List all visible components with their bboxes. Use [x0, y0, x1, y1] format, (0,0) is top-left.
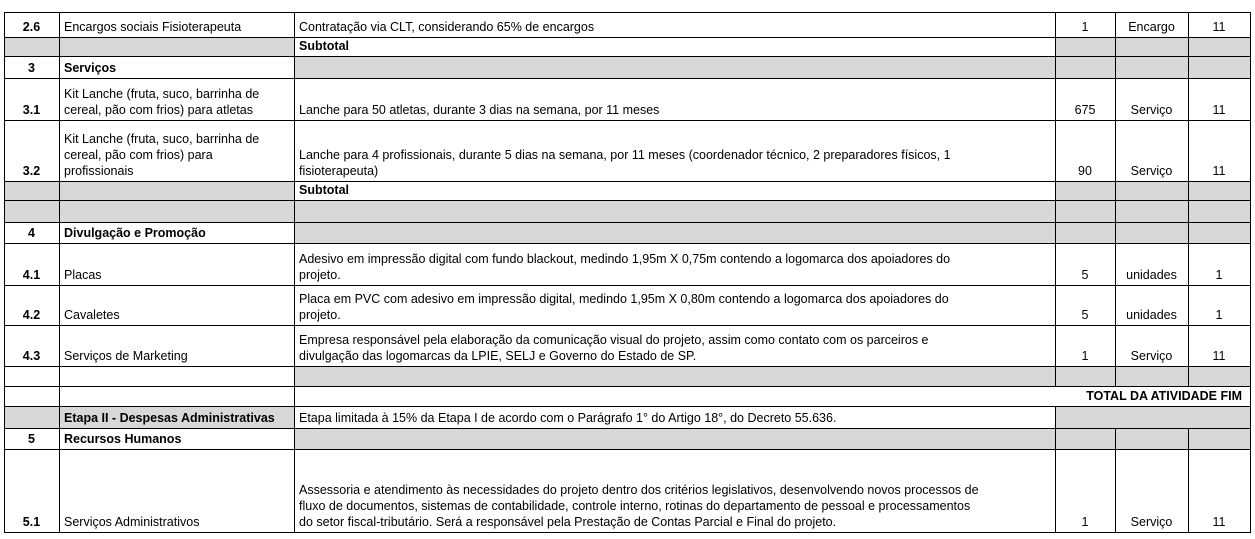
shaded-cell — [294, 428, 1055, 449]
row-3-id: 3 — [28, 61, 35, 75]
grid-line — [294, 37, 295, 57]
grid-line — [4, 12, 1251, 13]
shaded-cell — [1188, 428, 1250, 449]
shaded-cell — [1055, 428, 1115, 449]
row-3.2-qty: 90 — [1078, 164, 1092, 178]
grid-line — [59, 120, 60, 182]
grid-line — [4, 222, 1251, 223]
row-3.1-unit: Serviço — [1130, 103, 1173, 117]
row-4.2-item: Cavaletes — [64, 308, 120, 322]
grid-line — [1250, 428, 1251, 450]
shaded-cell — [1115, 428, 1188, 449]
grid-line — [1055, 406, 1056, 429]
row-3.2-item-line-3: profissionais — [64, 164, 134, 178]
grid-line — [59, 243, 60, 286]
grid-line — [59, 285, 60, 326]
shaded-cell — [1115, 222, 1188, 243]
grid-line — [1188, 37, 1189, 57]
shaded-cell — [1115, 181, 1188, 200]
grid-line — [4, 325, 1251, 326]
grid-line — [1115, 56, 1116, 79]
grid-line — [4, 386, 1251, 387]
shaded-cell — [1188, 200, 1250, 222]
row-2.6-desc: Contratação via CLT, considerando 65% de encargos — [299, 20, 595, 34]
grid-line — [4, 406, 1251, 407]
shaded-cell — [1055, 37, 1115, 56]
row-4.1-id: 4.1 — [22, 268, 41, 282]
row-3.2-item-line-1: Kit Lanche (fruta, suco, barrinha de — [64, 132, 260, 146]
shaded-cell — [1188, 37, 1250, 56]
shaded-cell — [1188, 222, 1250, 243]
grid-line — [1250, 12, 1251, 38]
row-3.2-months: 11 — [1212, 164, 1226, 178]
grid-line — [1250, 366, 1251, 387]
shaded-cell — [1055, 406, 1115, 428]
row-4-item: Divulgação e Promoção — [64, 226, 206, 240]
shaded-cell — [1055, 200, 1115, 222]
shaded-cell — [1055, 181, 1115, 200]
row-4.2-desc-line-2: projeto. — [299, 308, 341, 322]
row-4.2-id: 4.2 — [22, 308, 41, 322]
grid-line — [294, 366, 295, 387]
row-4.3-qty: 1 — [1081, 349, 1089, 363]
grid-line — [4, 366, 5, 387]
grid-line — [59, 428, 60, 450]
grid-line — [294, 181, 295, 201]
grid-line — [59, 366, 60, 387]
grid-line — [1250, 120, 1251, 182]
shaded-cell — [1055, 366, 1115, 386]
grid-line — [294, 428, 295, 450]
grid-line — [59, 56, 60, 79]
row-3.1-id: 3.1 — [22, 103, 41, 117]
grid-line — [1055, 56, 1056, 79]
grid-line — [294, 243, 295, 286]
grid-line — [1188, 366, 1189, 387]
row-4.1-qty: 5 — [1081, 268, 1089, 282]
grid-line — [59, 222, 60, 244]
shaded-cell — [1055, 222, 1115, 243]
row-3.1-months: 11 — [1212, 103, 1226, 117]
grid-line — [59, 325, 60, 367]
grid-line — [1250, 449, 1251, 533]
grid-line — [59, 406, 60, 429]
shaded-cell — [59, 181, 294, 200]
row-2.6-unit: Encargo — [1128, 20, 1175, 34]
row-4.1-desc-line-1: Adesivo em impressão digital com fundo blackout, medindo 1,95m X 0,75m contendo a logomarca dos apoiadores do — [299, 252, 951, 266]
shaded-cell — [4, 181, 59, 200]
row-3.2-item-line-2: cereal, pão com frios) para — [64, 148, 213, 162]
grid-line — [59, 181, 60, 201]
row-13-desc: Etapa limitada à 15% da Etapa I de acordo com o Parágrafo 1° do Artigo 18°, do Decreto 55.636. — [299, 411, 837, 425]
grid-line — [1250, 37, 1251, 57]
grid-line — [4, 449, 1251, 450]
grid-line — [294, 222, 295, 244]
grid-line — [294, 285, 295, 326]
grid-line — [4, 120, 1251, 121]
row-3.2-desc-line-2: fisioterapeuta) — [299, 164, 379, 178]
row-2.6-item: Encargos sociais Fisioterapeuta — [64, 20, 242, 34]
grid-line — [1250, 243, 1251, 286]
shaded-cell — [1115, 406, 1188, 428]
row-4-id: 4 — [28, 226, 35, 240]
row-4.3-desc-line-1: Empresa responsável pela elaboração da comunicação visual do projeto, assim como contato com os parceiros e — [299, 333, 929, 347]
grid-line — [59, 12, 60, 38]
row-5-item: Recursos Humanos — [64, 432, 182, 446]
row-1-desc: Subtotal — [299, 39, 349, 53]
row-4.1-desc-line-2: projeto. — [299, 268, 341, 282]
grid-line — [4, 285, 1251, 286]
grid-line — [1250, 56, 1251, 79]
row-4.3-id: 4.3 — [22, 349, 41, 363]
grid-line — [294, 120, 295, 182]
row-5.1-desc-line-2: fluxo de documentos, sistemas de contabilidade, controle interno, rotinas do departamento de pessoal e processamentos — [299, 499, 971, 513]
shaded-cell — [1115, 366, 1188, 386]
row-4.1-item: Placas — [64, 268, 102, 282]
row-5.1-unit: Serviço — [1130, 515, 1173, 529]
grid-line — [1055, 200, 1056, 223]
row-5-desc: Subtotal — [299, 183, 349, 197]
grid-line — [59, 78, 60, 121]
row-3.2-id: 3.2 — [22, 164, 41, 178]
grid-line — [4, 386, 5, 407]
grid-line — [4, 406, 5, 429]
shaded-cell — [1188, 406, 1250, 428]
row-5.1-id: 5.1 — [22, 515, 41, 529]
grid-line — [294, 449, 295, 533]
row-3-item: Serviços — [64, 61, 117, 75]
row-4.1-months: 1 — [1215, 268, 1223, 282]
grid-line — [59, 386, 60, 407]
shaded-cell — [1115, 200, 1188, 222]
grid-line — [1115, 222, 1116, 244]
shaded-cell — [1055, 56, 1115, 78]
grid-line — [1115, 366, 1116, 387]
grid-line — [294, 406, 295, 429]
grid-line — [1055, 222, 1056, 244]
row-13-item: Etapa II - Despesas Administrativas — [64, 411, 275, 425]
shaded-cell — [1188, 181, 1250, 200]
grid-line — [294, 56, 295, 79]
grid-line — [1055, 366, 1056, 387]
grid-line — [4, 200, 1251, 201]
grid-line — [4, 243, 1251, 244]
grid-line — [1115, 181, 1116, 201]
grid-line — [59, 37, 60, 57]
grid-line — [4, 37, 5, 57]
row-4.2-desc-line-1: Placa em PVC com adesivo em impressão digital, medindo 1,95m X 0,80m contendo a logomarca dos apoiadores do — [299, 292, 949, 306]
grid-line — [1188, 222, 1189, 244]
grid-line — [1188, 428, 1189, 450]
grid-line — [4, 56, 1251, 57]
grid-line — [1188, 181, 1189, 201]
grid-line — [4, 78, 1251, 79]
shaded-cell — [4, 406, 59, 428]
shaded-cell — [4, 200, 59, 222]
shaded-cell — [1115, 56, 1188, 78]
grid-line — [1188, 56, 1189, 79]
row-4.2-qty: 5 — [1081, 308, 1089, 322]
shaded-cell — [59, 37, 294, 56]
grid-line — [1055, 37, 1056, 57]
row-3.1-desc: Lanche para 50 atletas, durante 3 dias na semana, por 11 meses — [299, 103, 660, 117]
row-2.6-qty: 1 — [1081, 20, 1089, 34]
grid-line — [4, 366, 1251, 367]
grid-line — [1250, 222, 1251, 244]
shaded-cell — [1115, 37, 1188, 56]
shaded-cell — [294, 56, 1055, 78]
grid-line — [294, 325, 295, 367]
shaded-cell — [4, 37, 59, 56]
row-3.1-item-line-2: cereal, pão com frios) para atletas — [64, 103, 253, 117]
grid-line — [1115, 428, 1116, 450]
grid-line — [1115, 37, 1116, 57]
row-2.6-id: 2.6 — [22, 20, 41, 34]
row-12-desc: TOTAL DA ATIVIDADE FIM — [1086, 389, 1242, 403]
row-3.1-item-line-1: Kit Lanche (fruta, suco, barrinha de — [64, 87, 260, 101]
shaded-cell — [294, 200, 1055, 222]
grid-line — [1250, 285, 1251, 326]
grid-line — [294, 200, 295, 223]
row-4.3-desc-line-2: divulgação das logomarcas da LPIE, SELJ e Governo do Estado de SP. — [299, 349, 697, 363]
row-2.6-months: 11 — [1212, 20, 1226, 34]
grid-line — [294, 12, 295, 38]
row-4.1-unit: unidades — [1126, 268, 1177, 282]
grid-line — [1188, 200, 1189, 223]
shaded-cell — [1188, 366, 1250, 386]
grid-line — [59, 449, 60, 533]
grid-line — [1055, 181, 1056, 201]
row-5.1-desc-line-3: do setor fiscal-tributário. Será a responsável pela Prestação de Contas Parcial e Final do projeto. — [299, 515, 837, 529]
row-4.2-unit: unidades — [1126, 308, 1177, 322]
grid-line — [4, 428, 1251, 429]
grid-line — [4, 200, 5, 223]
grid-line — [59, 200, 60, 223]
row-5-id: 5 — [28, 432, 35, 446]
grid-line — [1250, 325, 1251, 367]
row-3.2-unit: Serviço — [1130, 164, 1173, 178]
grid-line — [1250, 386, 1251, 407]
grid-line — [1055, 428, 1056, 450]
grid-line — [1250, 406, 1251, 429]
row-4.3-months: 11 — [1212, 349, 1226, 363]
row-4.3-item: Serviços de Marketing — [64, 349, 188, 363]
grid-line — [4, 181, 5, 201]
shaded-cell — [1188, 56, 1250, 78]
grid-line — [1250, 200, 1251, 223]
row-3.1-qty: 675 — [1074, 103, 1096, 117]
row-3.2-desc-line-1: Lanche para 4 profissionais, durante 5 dias na semana, por 11 meses (coordenador técnico, 2 preparadores físicos, 1 — [299, 148, 951, 162]
shaded-cell — [59, 200, 294, 222]
grid-line — [4, 532, 1251, 533]
row-4.3-unit: Serviço — [1130, 349, 1173, 363]
shaded-cell — [294, 222, 1055, 243]
row-5.1-qty: 1 — [1081, 515, 1089, 529]
grid-line — [1250, 181, 1251, 201]
grid-line — [1115, 200, 1116, 223]
grid-line — [294, 78, 295, 121]
shaded-cell — [294, 366, 1055, 386]
row-5.1-desc-line-1: Assessoria e atendimento às necessidades do projeto dentro dos critérios legislativos, desenvolvendo novos processos de — [299, 483, 979, 497]
row-4.2-months: 1 — [1215, 308, 1223, 322]
grid-line — [1250, 78, 1251, 121]
row-5.1-item: Serviços Administrativos — [64, 515, 200, 529]
row-5.1-months: 11 — [1212, 515, 1226, 529]
